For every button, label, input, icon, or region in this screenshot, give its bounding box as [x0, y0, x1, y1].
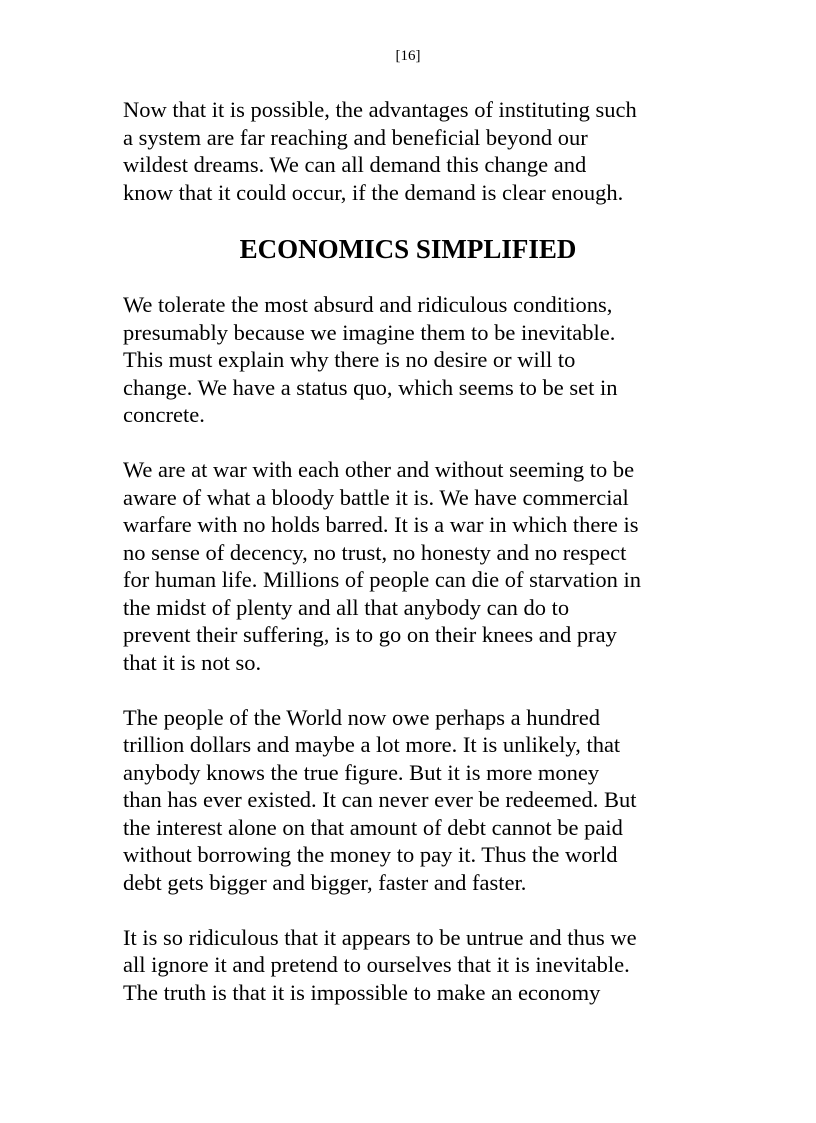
text-line: that it is not so.: [123, 649, 262, 675]
paragraph: [123, 924, 703, 1007]
text-line: It is so ridiculous that it appears to be untrue and thus we: [123, 924, 637, 950]
text-line: aware of what a bloody battle it is. We have commercial: [123, 484, 629, 510]
text-line: all ignore it and pretend to ourselves that it is inevitable.: [123, 952, 630, 977]
text-line: We tolerate the most absurd and ridiculous conditions,: [123, 292, 613, 317]
section-body: [123, 291, 703, 1006]
text-line: no sense of decency, no trust, no honesty and no respect: [123, 539, 627, 565]
text-line: prevent their suffering, is to go on their knees and pray: [123, 622, 617, 647]
text-line: This must explain why there is no desire or will to: [123, 347, 576, 372]
text-line: anybody knows the true figure. But it is more money: [123, 759, 600, 785]
text-line: for human life. Millions of people can die of starvation in: [123, 567, 641, 592]
text-line: debt gets bigger and bigger, faster and faster.: [123, 869, 527, 895]
text-line: than has ever existed. It can never ever be redeemed. But: [123, 787, 637, 812]
text-line: without borrowing the money to pay it. Thus the world: [123, 842, 618, 867]
intro-paragraph: [123, 96, 703, 206]
text-line: concrete.: [123, 402, 205, 427]
text-line: the midst of plenty and all that anybody can do to: [123, 594, 570, 620]
text-line: the interest alone on that amount of debt cannot be paid: [123, 814, 623, 840]
text-line: trillion dollars and maybe a lot more. It is unlikely, that: [123, 732, 621, 757]
page-number: [16]: [395, 48, 421, 64]
text-line: warfare with no holds barred. It is a war in which there is: [123, 512, 639, 537]
paragraph: [123, 704, 703, 897]
page-body: [123, 96, 703, 1006]
text-line: The truth is that it is impossible to make an economy: [123, 979, 601, 1005]
paragraph: [123, 456, 703, 676]
text-line: change. We have a status quo, which seems to be set in: [123, 374, 618, 400]
paragraph: [123, 291, 703, 429]
section-heading: ECONOMICS SIMPLIFIED: [239, 234, 577, 264]
text-line: The people of the World now owe perhaps a hundred: [123, 704, 601, 730]
text-line: wildest dreams. We can all demand this change and: [123, 152, 587, 177]
text-line: Now that it is possible, the advantages of instituting such: [123, 97, 637, 122]
text-line: know that it could occur, if the demand is clear enough.: [123, 179, 624, 205]
text-line: presumably because we imagine them to be inevitable.: [123, 319, 616, 345]
text-line: a system are far reaching and beneficial beyond our: [123, 124, 588, 150]
section-heading-wrapper: [123, 233, 703, 265]
text-line: We are at war with each other and without seeming to be: [123, 457, 635, 482]
